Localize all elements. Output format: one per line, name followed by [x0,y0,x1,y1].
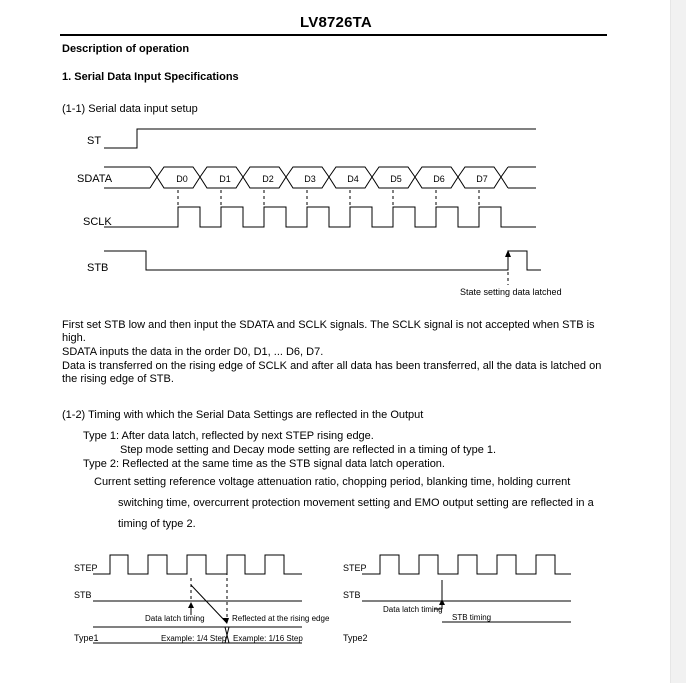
st-label: ST [87,135,102,147]
type1-text: Type 1: After data latch, reflected by next STEP rising edge. [83,430,374,442]
sclk-label: SCLK [83,216,112,228]
page-title: LV8726TA [300,14,372,31]
sclk-waveform [104,207,536,227]
type2-detail-1: Current setting reference voltage attenuation ratio, chopping period, blanking time, holding current [94,476,571,488]
scrollbar[interactable] [670,0,686,683]
stb-waveform [104,251,541,270]
type2-row-label: Type2 [343,633,368,643]
type1-example-2: Example: 1/16 Step [233,634,303,643]
type2-latch-label: Data latch timing [383,605,443,614]
stb-label: STB [87,262,109,274]
latch-note: State setting data latched [460,287,562,297]
bit-d2: D2 [262,174,274,184]
type1-reflected-label: Reflected at the rising edge [232,614,330,623]
type1-latch-label: Data latch timing [145,614,205,623]
type2-detail-3: timing of type 2. [118,518,196,530]
para-1b: high. [62,332,86,344]
section-heading: Description of operation [62,43,190,55]
reflection-timing-diagrams [0,540,670,683]
type1-detail: Step mode setting and Decay mode setting are reflected in a timing of type 1. [120,444,497,456]
para-1a: First set STB low and then input the SDATA and SCLK signals. The SCLK signal is not accepted when STB is [62,319,595,331]
bit-d1: D1 [219,174,231,184]
setup-label: (1-1) Serial data input setup [62,103,198,115]
type1-row-label: Type1 [74,633,99,643]
type1-step-label: STEP [74,563,98,573]
para-2: SDATA inputs the data in the order D0, D1, ... D6, D7. [62,346,324,358]
type1-example-1: Example: 1/4 Step [161,634,227,643]
bit-d5: D5 [390,174,402,184]
sdata-waveform [104,167,536,188]
type2-stb-label: STB [343,590,361,600]
type2-step-label: STEP [343,563,367,573]
type1-guides [191,560,227,618]
clock-guides [178,190,508,285]
st-waveform [104,129,536,148]
para-3a: Data is transferred on the rising edge of SCLK and after all data has been transferred, all the data is latched on [62,360,602,372]
type1-up-arrow-icon [188,602,194,608]
bit-d4: D4 [347,174,359,184]
bit-d6: D6 [433,174,445,184]
type1-stb-label: STB [74,590,92,600]
bit-d3: D3 [304,174,316,184]
sdata-label: SDATA [77,173,113,185]
type2-text: Type 2: Reflected at the same time as the STB signal data latch operation. [83,458,445,470]
bit-d7: D7 [476,174,488,184]
type1-step-waveform [93,555,302,574]
subsection-heading: 1. Serial Data Input Specifications [62,71,239,83]
para-3b: the rising edge of STB. [62,373,174,385]
type1-down-arrow-icon [222,618,229,624]
timing-label: (1-2) Timing with which the Serial Data Settings are reflected in the Output [62,409,424,421]
serial-input-diagram [0,0,670,300]
type2-step-waveform [362,555,571,574]
type2-stb-timing-label: STB timing [452,613,492,622]
bit-d0: D0 [176,174,188,184]
type2-detail-2: switching time, overcurrent protection movement setting and EMO output setting are reflected in a [118,497,594,509]
